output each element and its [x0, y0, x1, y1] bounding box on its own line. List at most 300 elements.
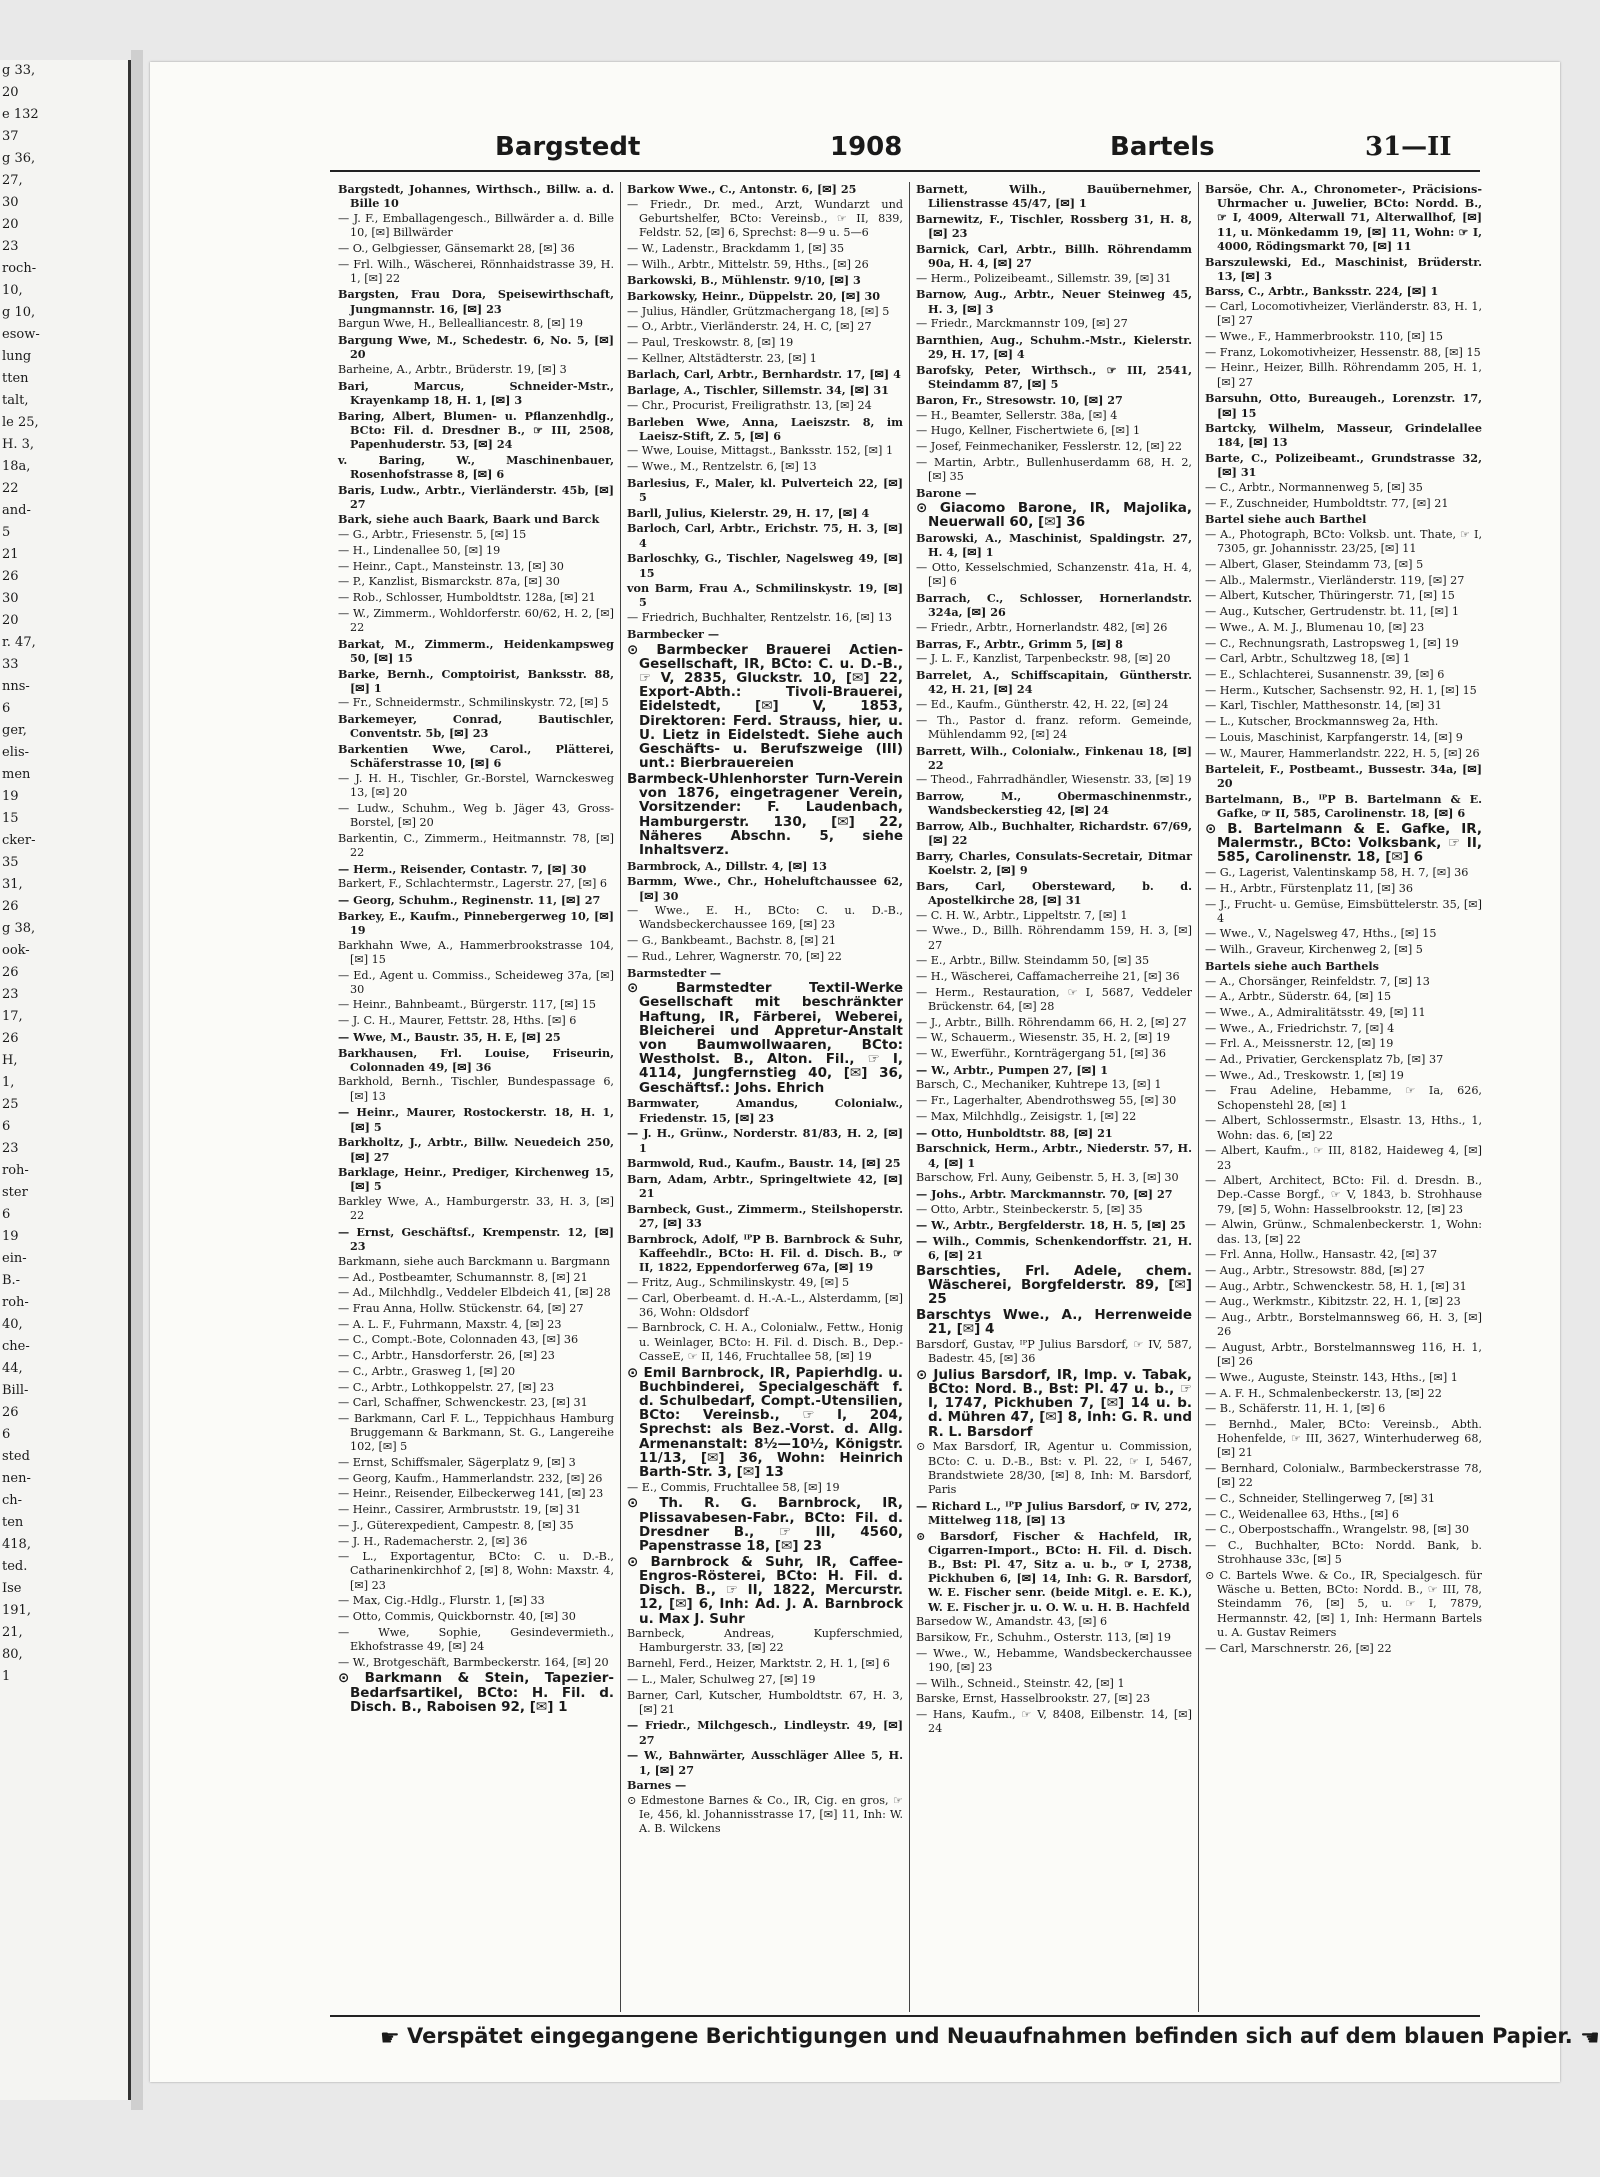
directory-entry: Barofsky, Peter, Wirthsch., ☞ III, 2541, Steindamm 87, [✉] 5: [916, 362, 1192, 392]
directory-entry: — Josef, Feinmechaniker, Fesslerstr. 12, [✉] 22: [916, 439, 1183, 453]
previous-page-fragment: H. 3,: [2, 437, 35, 452]
directory-entry: — Wwe, M., Baustr. 35, H. E, [✉] 25: [338, 1029, 561, 1044]
directory-entry: — W., Ladenstr., Brackdamm 1, [✉] 35: [627, 241, 845, 255]
directory-entry: — Karl, Tischler, Matthesonstr. 14, [✉] 31: [1205, 699, 1442, 713]
directory-entry: Barklage, Heinr., Prediger, Kirchenweg 15, [✉] 5: [338, 1165, 614, 1194]
directory-entry: — W., Schauerm., Wiesenstr. 35, H. 2, [✉] 19: [916, 1031, 1171, 1045]
directory-entry: — August, Arbtr., Borstelmannsweg 116, H. 1, [✉] 26: [1205, 1340, 1482, 1369]
header-year: 1908: [830, 132, 903, 162]
directory-entry: Barmstedter —: [627, 965, 722, 980]
directory-entry: — Wwe., Ad., Treskowstr. 1, [✉] 19: [1205, 1068, 1404, 1082]
directory-entry: Barrelet, A., Schiffscapitain, Güntherstr. 42, H. 21, [✉] 24: [916, 668, 1192, 697]
directory-entry: — Ed., Agent u. Commiss., Scheideweg 37a, [✉] 30: [338, 968, 614, 996]
directory-entry: Barmbecker —: [627, 626, 720, 641]
directory-entry: — Heinr., Heizer, Billh. Röhrendamm 205, H. 1, [✉] 27: [1205, 361, 1482, 389]
directory-entry: Barkhold, Bernh., Tischler, Bundespassage 6, [✉] 13: [338, 1075, 614, 1103]
directory-entry: — Aug., Werkmstr., Kibitzstr. 22, H. 1, [✉] 23: [1205, 1295, 1461, 1309]
directory-entry: — Aug., Arbtr., Stresowstr. 88d, [✉] 27: [1205, 1263, 1425, 1277]
directory-entry: — J. H. H., Tischler, Gr.-Borstel, Warnckesweg 13, [✉] 20: [338, 771, 614, 800]
directory-entry: ⊙ Max Barsdorf, IR, Agentur u. Commission, BCto: C. u. D.-B., Bst: v. Pl. 22, ☞ I, 5467, Brandstwiete 28/30, [✉] 8, Inh: M. Barsdorf, Paris: [916, 1440, 1192, 1496]
previous-page-fragment: 35: [2, 855, 19, 870]
directory-entry: Barnbrock, Adolf, ᴵᴾP B. Barnbrock & Suhr, Kaffeehdlr., BCto: H. Fil. d. Disch. B., ☞ II, 1822, Eppendorferweg 67a, [✉] 19: [627, 1231, 903, 1275]
directory-entry: ⊙ Giacomo Barone, IR, Majolika, Neuerwall 60, [✉] 36: [916, 500, 1192, 531]
directory-entry: Barry, Charles, Consulats-Secretair, Ditmar Koelstr. 2, [✉] 9: [916, 848, 1192, 878]
previous-page-fragment: 10,: [2, 283, 23, 298]
previous-page-fragment: 418,: [2, 1537, 31, 1552]
directory-entry: Barrow, Alb., Buchhalter, Richardstr. 67/69, [✉] 22: [916, 819, 1192, 848]
footer-note: [380, 2024, 1600, 2051]
column-2: [621, 182, 910, 2012]
directory-entry: — Carl, Oberbeamt. d. H.-A.-L., Alsterdamm, [✉] 36, Wohn: Oldsdorf: [627, 1291, 903, 1319]
previous-page-fragment: 44,: [2, 1361, 23, 1376]
previous-page-fragment: 19: [2, 1229, 19, 1244]
directory-entry: — Friedr., Dr. med., Arzt, Wundarzt und Geburtshelfer, BCto: Vereinsb., ☞ II, 839, Feldstr. 52, [✉] 6, Sprechst: 8—9 u. 5—6: [627, 197, 903, 240]
previous-page-fragment: ein-: [2, 1251, 27, 1266]
previous-page-fragment: 1,: [2, 1075, 15, 1090]
directory-entry: Barsikow, Fr., Schuhm., Osterstr. 113, [✉] 19: [916, 1631, 1172, 1644]
directory-entry: — Heinr., Maurer, Rostockerstr. 18, H. 1, [✉] 5: [338, 1105, 614, 1134]
directory-entry: — A., Chorsänger, Reinfeldstr. 7, [✉] 13: [1205, 974, 1430, 988]
directory-entry: Barkentin, C., Zimmerm., Heitmannstr. 78, [✉] 22: [338, 831, 614, 859]
header-last-name: Bartels: [1110, 132, 1215, 162]
previous-page-fragment: 23: [2, 239, 19, 254]
previous-page-fragment: 6: [2, 1119, 11, 1134]
directory-entry: — Heinr., Cassirer, Armbruststr. 19, [✉] 31: [338, 1503, 581, 1517]
directory-entry: Baris, Ludw., Arbtr., Vierländerstr. 45b, [✉] 27: [338, 482, 614, 511]
directory-entry: — O., Gelbgiesser, Gänsemarkt 28, [✉] 36: [338, 241, 575, 255]
directory-entry: Barnes —: [627, 1778, 687, 1793]
directory-entry: — C., Rechnungsrath, Lastropsweg 1, [✉] 19: [1205, 636, 1459, 650]
previous-page-fragment: 6: [2, 1427, 11, 1442]
previous-page-fragment: 25: [2, 1097, 19, 1112]
directory-entry: Barkert, F., Schlachtermstr., Lagerstr. 27, [✉] 6: [338, 877, 608, 891]
directory-entry: — Otto, Kesselschmied, Schanzenstr. 41a, H. 4, [✉] 6: [916, 561, 1192, 589]
directory-entry: — Fr., Lagerhalter, Abendrothsweg 55, [✉] 30: [916, 1094, 1177, 1108]
directory-entry: — Wilh., Commis, Schenkendorffstr. 21, H. 6, [✉] 21: [916, 1234, 1192, 1263]
previous-page-fragment: 26: [2, 965, 19, 980]
column-3: [910, 182, 1199, 2012]
directory-entry: — J., Frucht- u. Gemüse, Eimsbüttelerstr. 35, [✉] 4: [1205, 897, 1482, 925]
directory-entry: — Heinr., Bahnbeamt., Bürgerstr. 117, [✉] 15: [338, 998, 596, 1012]
directory-entry: — P., Kanzlist, Bismarckstr. 87a, [✉] 30: [338, 575, 560, 589]
previous-page-fragment: 26: [2, 569, 19, 584]
previous-page-fragment: 30: [2, 195, 19, 210]
previous-page-fragment: cker-: [2, 833, 36, 848]
directory-entry: — Wwe., W., Hebamme, Wandsbeckerchaussee 190, [✉] 23: [916, 1646, 1192, 1674]
directory-entry: Barsedow W., Amandstr. 43, [✉] 6: [916, 1615, 1108, 1629]
directory-entry: ⊙ Barmstedter Textil-Werke Gesellschaft mit beschränkter Haftung, IR, Färberei, Weberei, Bleicherei und Appretur-Anstalt von Baumwollwaaren, BCto: Westholst. B., Alton. Fil., ☞ I, 4114, Jungfernstieg 40, [✉] 36, Geschäftsf.: Johs. Ehrich: [627, 980, 903, 1096]
directory-entry: — Heinr., Capt., Mansteinstr. 13, [✉] 30: [338, 559, 564, 573]
previous-page-fragment: 27,: [2, 173, 23, 188]
directory-entry: Barras, F., Arbtr., Grimm 5, [✉] 8: [916, 636, 1123, 651]
previous-page-fragment: roch-: [2, 261, 37, 276]
directory-entry: Barner, Carl, Kutscher, Humboldtstr. 67, H. 3, [✉] 21: [627, 1688, 903, 1716]
previous-page-fragment: che-: [2, 1339, 30, 1354]
directory-entry: — Richard L., ᴵᴾP Julius Barsdorf, ☞ IV, 272, Mittelweg 118, [✉] 13: [916, 1498, 1192, 1527]
directory-entry: — Louis, Maschinist, Karpfangerstr. 14, [✉] 9: [1205, 730, 1463, 744]
previous-page-fragment: B.-: [2, 1273, 21, 1288]
pointing-hand-icon: ☛: [380, 2026, 400, 2051]
previous-page-fragment: elis-: [2, 745, 30, 760]
footer-rule: [330, 2015, 1480, 2017]
directory-entry: ⊙ Edmestone Barnes & Co., IR, Cig. en gros, ☞ Ie, 456, kl. Johannisstrasse 17, [✉] 11, Inh: W. A. B. Wilckens: [627, 1793, 903, 1836]
previous-page-fragment: 26: [2, 1405, 19, 1420]
header-first-name: Bargstedt: [495, 132, 641, 162]
book-gutter: [131, 50, 143, 2110]
directory-entry: — Rob., Schlosser, Humboldtstr. 128a, [✉] 21: [338, 590, 596, 604]
directory-entry: — Friedrich, Buchhalter, Rentzelstr. 16, [✉] 13: [627, 611, 892, 625]
directory-entry: — Wwe, Louise, Mittagst., Banksstr. 152, [✉] 1: [627, 444, 894, 458]
directory-entry: Barmwold, Rud., Kaufm., Baustr. 14, [✉] 25: [627, 1156, 901, 1171]
directory-entry: — Wwe., E. H., BCto: C. u. D.-B., Wandsbeckerchaussee 169, [✉] 23: [627, 904, 903, 932]
directory-entry: — Wwe., D., Billh. Röhrendamm 159, H. 3, [✉] 27: [916, 924, 1192, 952]
directory-entry: — Martin, Arbtr., Bullenhuserdamm 68, H. 2, [✉] 35: [916, 455, 1192, 483]
directory-entry: — A. F. H., Schmalenbeckerstr. 13, [✉] 22: [1205, 1386, 1442, 1400]
directory-entry: Barkowsky, Heinr., Düppelstr. 20, [✉] 30: [627, 288, 881, 303]
previous-page-fragment: 191,: [2, 1603, 31, 1618]
directory-entry: v. Baring, W., Maschinenbauer, Rosenhofstrasse 8, [✉] 6: [338, 452, 614, 481]
directory-entry: — Carl, Arbtr., Schultzweg 18, [✉] 1: [1205, 652, 1411, 666]
directory-entry: — C., Schneider, Stellingerweg 7, [✉] 31: [1205, 1491, 1436, 1505]
directory-entry: — W., Zimmerm., Wohldorferstr. 60/62, H. 2, [✉] 22: [338, 606, 614, 634]
previous-page-fragment: 5: [2, 525, 11, 540]
directory-entry: — Chr., Procurist, Freiligrathstr. 13, [✉] 24: [627, 398, 872, 412]
previous-page-fragment: 15: [2, 811, 19, 826]
directory-entry: ⊙ Barnbrock & Suhr, IR, Caffee-Engros-Rösterei, BCto: H. Fil. d. Disch. B., ☞ II, 1822, Mercurstr. 12, [✉] 6, Inh: Ad. J. A. Barnbrock u. Max J. Suhr: [627, 1553, 903, 1627]
directory-entry: Barmm, Wwe., Chr., Hoheluftchaussee 62, [✉] 30: [627, 874, 903, 903]
directory-entry: — Julius, Händler, Grützmachergang 18, [✉] 5: [627, 304, 890, 318]
previous-page-edge: [0, 60, 131, 2100]
directory-entry: — Otto, Arbtr., Steinbeckerstr. 5, [✉] 35: [916, 1202, 1143, 1216]
previous-page-fragment: 30: [2, 591, 19, 606]
directory-entry: — Ad., Privatier, Gerckensplatz 7b, [✉] 37: [1205, 1053, 1444, 1067]
page-number: 31—II: [1365, 132, 1452, 162]
directory-entry: — Barnbrock, C. H. A., Colonialw., Fettw., Honig u. Weinlager, BCto: H. Fil. d. Disch. B., Dep.-CasseE, ☞ II, 146, Fruchtallee 58, [✉] 19: [627, 1321, 903, 1363]
directory-entry: — H., Lindenallee 50, [✉] 19: [338, 543, 501, 557]
directory-entry: Barske, Ernst, Hasselbrookstr. 27, [✉] 23: [916, 1692, 1151, 1706]
directory-entry: ⊙ Julius Barsdorf, IR, Imp. v. Tabak, BCto: Nord. B., Bst: Pl. 47 u. b., ☞ I, 1747, Pickhuben 7, [✉] 14 u. b. d. Mühren 47, [✉] 8, Inh: G. R. und R. L. Barsdorf: [916, 1366, 1192, 1440]
directory-entry: — E., Arbtr., Billw. Steindamm 50, [✉] 35: [916, 954, 1150, 968]
directory-entry: — Wwe., F., Hammerbrookstr. 110, [✉] 15: [1205, 330, 1443, 344]
directory-entry: Barnick, Carl, Arbtr., Billh. Röhrendamm 90a, H. 4, [✉] 27: [916, 241, 1192, 271]
directory-entry: — Herm., Kutscher, Sachsenstr. 92, H. 1, [✉] 15: [1205, 683, 1477, 697]
directory-entry: Bargung Wwe, M., Schedestr. 6, No. 5, [✉] 20: [338, 333, 614, 362]
previous-page-fragment: ook-: [2, 943, 30, 958]
directory-entry: — W., Maurer, Hammerlandstr. 222, H. 5, [✉] 26: [1205, 746, 1480, 760]
directory-entry: — E., Commis, Fruchtallee 58, [✉] 19: [627, 1480, 840, 1494]
directory-entry: — Friedr., Arbtr., Hornerlandstr. 482, [✉] 26: [916, 620, 1168, 634]
directory-entry: Barowski, A., Maschinist, Spaldingstr. 27, H. 4, [✉] 1: [916, 531, 1192, 560]
directory-entry: — H., Wäscherei, Caffamacherreihe 21, [✉] 36: [916, 970, 1180, 984]
directory-entry: — Alwin, Grünw., Schmalenbeckerstr. 1, Wohn: das. 13, [✉] 22: [1205, 1218, 1482, 1246]
directory-entry: Barsuhn, Otto, Bureaugeh., Lorenzstr. 17, [✉] 15: [1205, 391, 1482, 420]
header-rule: [330, 170, 1480, 172]
previous-page-fragment: men: [2, 767, 31, 782]
directory-entry: — O., Arbtr., Vierländerstr. 24, H. C, [✉] 27: [627, 320, 872, 334]
directory-entry: Barschnick, Herm., Arbtr., Niederstr. 57, H. 4, [✉] 1: [916, 1141, 1192, 1170]
directory-entry: — Ludw., Schuhm., Weg b. Jäger 43, Gross-Borstel, [✉] 20: [338, 801, 614, 830]
directory-entry: Bargun Wwe, H., Bellealliancestr. 8, [✉] 19: [338, 317, 583, 331]
directory-entry: Barnett, Wilh., Bauübernehmer, Lilienstrasse 45/47, [✉] 1: [916, 182, 1192, 211]
previous-page-fragment: 17,: [2, 1009, 23, 1024]
directory-entry: — Friedr., Marckmannstr 109, [✉] 27: [916, 317, 1128, 331]
directory-entry: Barkemeyer, Conrad, Bautischler, Conventstr. 5b, [✉] 23: [338, 712, 614, 741]
directory-entry: — Aug., Arbtr., Schwenckestr. 58, H. 1, [✉] 31: [1205, 1279, 1467, 1293]
previous-page-fragment: 19: [2, 789, 19, 804]
directory-entry: — Wilh., Schneid., Steinstr. 42, [✉] 1: [916, 1676, 1125, 1690]
directory-entry: Barschties, Frl. Adele, chem. Wäscherei, Borgfelderstr. 89, [✉] 25: [916, 1262, 1192, 1308]
directory-entry: Baring, Albert, Blumen- u. Pflanzenhdlg., BCto: Fil. d. Dresdner B., ☞ III, 2508, Papenhuderstr. 53, [✉] 24: [338, 408, 614, 451]
directory-entry: Barheine, A., Arbtr., Brüderstr. 19, [✉] 3: [338, 362, 567, 376]
directory-entry: Barll, Julius, Kielerstr. 29, H. 17, [✉] 4: [627, 505, 870, 520]
directory-entry: — W., Bahnwärter, Ausschläger Allee 5, H. 1, [✉] 27: [627, 1748, 903, 1777]
directory-entry: Bartels siehe auch Barthels: [1205, 958, 1379, 973]
previous-page-fragment: 23: [2, 1141, 19, 1156]
directory-entry: — Max, Milchhdlg., Zeisigstr. 1, [✉] 22: [916, 1109, 1137, 1123]
directory-entry: — Friedr., Milchgesch., Lindleystr. 49, [✉] 27: [627, 1718, 903, 1747]
directory-entry: Barschow, Frl. Auny, Geibenstr. 5, H. 3, [✉] 30: [916, 1171, 1179, 1185]
directory-entry: — Alb., Malermstr., Vierländerstr. 119, [✉] 27: [1205, 573, 1465, 587]
directory-entry: Barnewitz, F., Tischler, Rossberg 31, H. 8, [✉] 23: [916, 211, 1192, 241]
directory-entry: — A., Photograph, BCto: Volksb. unt. Thate, ☞ I, 7305, gr. Johannisstr. 23/25, [✉] 11: [1205, 528, 1482, 556]
previous-page-fragment: ger,: [2, 723, 27, 738]
directory-entry: ⊙ Barmbecker Brauerei Actien-Gesellschaft, IR, BCto: C. u. D.-B., ☞ V, 2835, Gluckstr. 10, [✉] 22, Export-Abth.: Tivoli-Brauerei, Eidelstedt, [✉] V, 1853, Direktoren: Ferd. Strauss, hier, u. U. Lietz in Eidelstedt. Siehe auch Geschäfts- u. Berufszweige (III) unt.: Bierbrauereien: [627, 641, 903, 772]
directory-entry: — Albert, Schlossermstr., Elsastr. 13, Hths., 1, Wohn: das. 6, [✉] 22: [1205, 1114, 1482, 1142]
directory-entry: Barmbeck-Uhlenhorster Turn-Verein von 1876, eingetragener Verein, Vorsitzender: F. Laudenbach, Hamburgerstr. 130, [✉] 22, Näheres Abschn. 5, siehe Inhaltsverz.: [627, 770, 903, 858]
directory-entry: — J. C. H., Maurer, Fettstr. 28, Hths. [✉] 6: [338, 1014, 577, 1028]
directory-entry: — Th., Pastor d. franz. reform. Gemeinde, Mühlendamm 92, [✉] 24: [916, 713, 1192, 741]
directory-entry: Barkhausen, Frl. Louise, Friseurin, Colonnaden 49, [✉] 36: [338, 1045, 614, 1074]
directory-entry: Barsch, C., Mechaniker, Kuhtrepe 13, [✉] 1: [916, 1078, 1162, 1092]
previous-page-fragment: 20: [2, 217, 19, 232]
directory-entry: — J. H., Rademacherstr. 2, [✉] 36: [338, 1534, 528, 1548]
directory-entry: — Georg, Schuhm., Reginenstr. 11, [✉] 27: [338, 893, 601, 908]
directory-entry: Bark, siehe auch Baark, Baark und Barck: [338, 512, 600, 527]
directory-entry: Bartel siehe auch Barthel: [1205, 512, 1367, 527]
directory-entry: — Fr., Schneidermstr., Schmilinskystr. 72, [✉] 5: [338, 696, 609, 710]
directory-page: [150, 62, 1600, 2082]
directory-entry: — Carl, Marschnerstr. 26, [✉] 22: [1205, 1641, 1392, 1655]
previous-page-fragment: 20: [2, 613, 19, 628]
directory-entry: — Heinr., Reisender, Eilbeckerweg 141, [✉] 23: [338, 1487, 604, 1501]
previous-page-fragment: 1: [2, 1669, 11, 1684]
previous-page-fragment: esow-: [2, 327, 40, 342]
directory-entry: Barn, Adam, Arbtr., Springeltwiete 42, [✉] 21: [627, 1171, 903, 1201]
previous-page-fragment: 22: [2, 481, 19, 496]
directory-entry: — Wwe., Auguste, Steinstr. 143, Hths., [✉] 1: [1205, 1370, 1458, 1384]
previous-page-fragment: 26: [2, 899, 19, 914]
directory-entry: Barnehl, Ferd., Heizer, Marktstr. 2, H. 1, [✉] 6: [627, 1657, 890, 1671]
directory-entry: — C., Compt.-Bote, Colonnaden 43, [✉] 36: [338, 1333, 579, 1347]
directory-entry: — Bernhd., Maler, BCto: Vereinsb., Abth. Hohenfelde, ☞ III, 3627, Winterhuderweg 68, [✉] 21: [1205, 1417, 1482, 1460]
directory-entry: — L., Kutscher, Brockmannsweg 2a, Hth.: [1205, 715, 1439, 729]
directory-entry: Barke, Bernh., Comptoirist, Banksstr. 88, [✉] 1: [338, 666, 614, 695]
directory-entry: — Herm., Polizeibeamt., Sillemstr. 39, [✉] 31: [916, 271, 1172, 285]
directory-entry: — Albert, Architect, BCto: Fil. d. Dresdn. B., Dep.-Casse Borgf., ☞ V, 1843, b. Strohhause 79, [✉] 5, Wohn: Hasselbrookstr. 12, [✉] 23: [1205, 1174, 1482, 1216]
previous-page-fragment: ch-: [2, 1493, 23, 1508]
directory-entry: — Kellner, Altstädterstr. 23, [✉] 1: [627, 351, 817, 365]
previous-page-fragment: and-: [2, 503, 31, 518]
previous-page-fragment: ster: [2, 1185, 28, 1200]
previous-page-fragment: H,: [2, 1053, 18, 1068]
directory-entry: — B., Schäferstr. 11, H. 1, [✉] 6: [1205, 1402, 1386, 1416]
pointing-hand-icon: ☚: [1580, 2026, 1600, 2051]
directory-entry: ⊙ Th. R. G. Barnbrock, IR, Plissavabesen-Fabr., BCto: Fil. d. Dresdner B., ☞ III, 4560, Papenstrasse 18, [✉] 23: [627, 1495, 903, 1554]
directory-entry: Bari, Marcus, Schneider-Mstr., Krayenkamp 18, H. 1, [✉] 3: [338, 378, 614, 407]
directory-entry: — C. H. W., Arbtr., Lippeltstr. 7, [✉] 1: [916, 908, 1128, 922]
directory-entry: — C., Buchhalter, BCto: Nordd. Bank, b. Strohhause 33c, [✉] 5: [1205, 1539, 1482, 1567]
directory-entry: Barlage, A., Tischler, Sillemstr. 34, [✉] 31: [627, 383, 889, 398]
directory-entry: Barrett, Wilh., Colonialw., Finkenau 18, [✉] 22: [916, 743, 1192, 772]
directory-entry: Barschtys Wwe., A., Herrenweide 21, [✉] 4: [916, 1307, 1192, 1338]
directory-entry: ⊙ C. Bartels Wwe. & Co., IR, Specialgesch. für Wäsche u. Betten, BCto: Nordd. B., ☞ III, 78, Steindamm 76, [✉] 5, u. ☞ I, 7879, Hermannstr. 42, [✉] 1, Inh: Hermann Bartels u. A. Gustav Reimers: [1205, 1568, 1482, 1639]
directory-entry: — Johs., Arbtr. Marckmannstr. 70, [✉] 27: [916, 1186, 1173, 1201]
directory-entry: — Ad., Milchhdlg., Veddeler Elbdeich 41, [✉] 28: [338, 1286, 611, 1300]
directory-entry: ⊙ Emil Barnbrock, IR, Papierhdlg. u. Buchbinderei, Specialgeschäft f. d. Schulbedarf, Compt.-Utensilien, BCto: Vereinsb., ☞ I, 204, Sprechst: als Bez.-Vorst. d. Allg. Armenanstalt: 8½—10½, Königstr. 11/13, [✉] 36, Wohn: Heinrich Barth-Str. 3, [✉] 13: [627, 1364, 903, 1480]
directory-entry: Barkley Wwe, A., Hamburgerstr. 33, H. 3, [✉] 22: [338, 1195, 614, 1223]
directory-entry: — A. L. F., Fuhrmann, Maxstr. 4, [✉] 23: [338, 1317, 562, 1331]
directory-entry: Barmwater, Amandus, Colonialw., Friedenstr. 15, [✉] 23: [627, 1096, 903, 1125]
directory-entry: Bartelmann, B., ᴵᴾP B. Bartelmann & E. Gafke, ☞ II, 585, Carolinenstr. 18, [✉] 6: [1205, 792, 1482, 821]
previous-page-fragment: nen-: [2, 1471, 31, 1486]
previous-page-fragment: Ise: [2, 1581, 22, 1596]
directory-entry: — L., Maler, Schulweg 27, [✉] 19: [627, 1672, 816, 1686]
directory-entry: von Barm, Frau A., Schmilinskystr. 19, [✉] 5: [627, 581, 903, 610]
directory-entry: — A., Arbtr., Süderstr. 64, [✉] 15: [1205, 990, 1392, 1004]
directory-entry: — Carl, Schaffner, Schwenckestr. 23, [✉] 31: [338, 1396, 588, 1410]
directory-entry: — Wwe., M., Rentzelstr. 6, [✉] 13: [627, 460, 817, 474]
previous-page-fragment: r. 47,: [2, 635, 36, 650]
directory-entry: — C., Oberpostschaffn., Wrangelstr. 98, [✉] 30: [1205, 1523, 1470, 1537]
directory-entry: — Fritz, Aug., Schmilinskystr. 49, [✉] 5: [627, 1275, 850, 1289]
directory-entry: — H., Arbtr., Fürstenplatz 11, [✉] 36: [1205, 881, 1414, 895]
directory-entry: — J. F., Emballagengesch., Billwärder a. d. Bille 10, [✉] Billwärder: [338, 211, 614, 240]
directory-entry: — Otto, Commis, Quickbornstr. 40, [✉] 30: [338, 1610, 576, 1624]
previous-page-fragment: le 25,: [2, 415, 39, 430]
previous-page-fragment: 33: [2, 657, 19, 672]
directory-entry: — J. L. F., Kanzlist, Tarpenbeckstr. 98, [✉] 20: [916, 652, 1171, 666]
directory-entry: Barnthien, Aug., Schuhm.-Mstr., Kielerstr. 29, H. 17, [✉] 4: [916, 333, 1192, 362]
directory-entry: — Frau Adeline, Hebamme, ☞ Ia, 626, Schopenstehl 28, [✉] 1: [1205, 1084, 1482, 1112]
directory-entry: Barszulewski, Ed., Maschinist, Brüderstr. 13, [✉] 3: [1205, 254, 1482, 283]
previous-page-fragment: sted: [2, 1449, 30, 1464]
directory-entry: — Ernst, Geschäftsf., Krempenstr. 12, [✉] 23: [338, 1225, 614, 1254]
directory-entry: Barkat, M., Zimmerm., Heidenkampsweg 50, [✉] 15: [338, 636, 614, 665]
directory-entry: — G., Arbtr., Friesenstr. 5, [✉] 15: [338, 528, 527, 542]
directory-entry: Barlach, Carl, Arbtr., Bernhardstr. 17, [✉] 4: [627, 367, 901, 382]
directory-entry: — Wilh., Graveur, Kirchenweg 2, [✉] 5: [1205, 943, 1423, 957]
directory-entry: — Theod., Fahrradhändler, Wiesenstr. 33, [✉] 19: [916, 773, 1192, 787]
directory-entry: — C., Weidenallee 63, Hths., [✉] 6: [1205, 1507, 1399, 1521]
directory-entry: Barnbeck, Andreas, Kupferschmied, Hamburgerstr. 33, [✉] 22: [627, 1627, 903, 1655]
directory-entry: — J., Güterexpedient, Campestr. 8, [✉] 35: [338, 1518, 574, 1532]
directory-entry: Barkey, E., Kaufm., Pinnebergerweg 10, [✉] 19: [338, 908, 614, 937]
directory-entry: — W., Arbtr., Bergfelderstr. 18, H. 5, [✉] 25: [916, 1218, 1186, 1233]
directory-entry: ⊙ Barkmann & Stein, Tapezier-Bedarfsartikel, BCto: H. Fil. d. Disch. B., Raboisen 92, [✉] 1: [338, 1670, 614, 1715]
directory-entry: ⊙ B. Bartelmann & E. Gafke, IR, Malermstr., BCto: Volksbank, ☞ II, 585, Carolinenstr. 18, [✉] 6: [1205, 821, 1482, 866]
directory-entry: — C., Arbtr., Hansdorferstr. 26, [✉] 23: [338, 1349, 555, 1363]
directory-entry: — Hans, Kaufm., ☞ V, 8408, Eilbenstr. 14, [✉] 24: [916, 1708, 1192, 1736]
directory-entry: — W., Ewerführ., Kornträgergang 51, [✉] 36: [916, 1047, 1166, 1061]
directory-entry: Barkow Wwe., C., Antonstr. 6, [✉] 25: [627, 182, 857, 196]
directory-entry: — Wwe., A., Friedrichstr. 7, [✉] 4: [1205, 1021, 1395, 1035]
directory-entry: Barone —: [916, 485, 977, 500]
directory-entry: Barteleit, F., Postbeamt., Bussestr. 34a, [✉] 20: [1205, 762, 1482, 791]
previous-page-fragment: ten: [2, 1515, 24, 1530]
previous-page-fragment: g 33,: [2, 63, 36, 78]
directory-entry: — Ed., Kaufm., Güntherstr. 42, H. 22, [✉] 24: [916, 697, 1169, 711]
directory-entry: — Herm., Restauration, ☞ I, 5687, Veddeler Brückenstr. 64, [✉] 28: [916, 985, 1192, 1013]
previous-page-fragment: nns-: [2, 679, 30, 694]
directory-entry: — W., Brotgeschäft, Barmbeckerstr. 164, [✉] 20: [338, 1655, 609, 1669]
directory-entry: — Rud., Lehrer, Wagnerstr. 70, [✉] 22: [627, 949, 842, 963]
directory-entry: — Bernhard, Colonialw., Barmbeckerstrasse 78, [✉] 22: [1205, 1462, 1482, 1490]
directory-entry: — C., Arbtr., Lothkoppelstr. 27, [✉] 23: [338, 1380, 555, 1394]
previous-page-fragment: 20: [2, 85, 19, 100]
previous-page-fragment: 21,: [2, 1625, 23, 1640]
directory-entry: Barloschky, G., Tischler, Nagelsweg 49, [✉] 15: [627, 551, 903, 580]
previous-page-fragment: e 132: [2, 107, 39, 122]
directory-entry: — C., Arbtr., Normannenweg 5, [✉] 35: [1205, 481, 1423, 495]
directory-entry: — Wwe., A. M. J., Blumenau 10, [✉] 23: [1205, 620, 1425, 634]
previous-page-fragment: 18a,: [2, 459, 31, 474]
directory-entry: Barrow, M., Obermaschinenmstr., Wandsbeckerstieg 42, [✉] 24: [916, 789, 1192, 818]
directory-entry: — Frau Anna, Hollw. Stückenstr. 64, [✉] 27: [338, 1302, 584, 1316]
directory-entry: Bartcky, Wilhelm, Masseur, Grindelallee 184, [✉] 13: [1205, 421, 1482, 450]
directory-entry: Bars, Carl, Obersteward, b. d. Apostelkirche 28, [✉] 31: [916, 878, 1192, 908]
directory-entry: — Barkmann, Carl F. L., Teppichhaus Hamburg Bruggemann & Barkmann, St. G., Langereihe 102, [✉] 5: [338, 1411, 614, 1454]
directory-entry: Barkowski, B., Mühlenstr. 9/10, [✉] 3: [627, 273, 861, 288]
column-4: [1199, 182, 1488, 2012]
directory-entry: — Hugo, Kellner, Fischertwiete 6, [✉] 1: [916, 424, 1141, 438]
directory-entry: — Ernst, Schiffsmaler, Sägerplatz 9, [✉] 3: [338, 1456, 576, 1470]
previous-page-fragment: g 10,: [2, 305, 36, 320]
previous-page-fragment: talt,: [2, 393, 29, 408]
directory-entry: — Aug., Arbtr., Borstelmannsweg 66, H. 3, [✉] 26: [1205, 1311, 1482, 1339]
directory-entry: Barmbrock, A., Dillstr. 4, [✉] 13: [627, 858, 827, 873]
directory-entry: Barkmann, siehe auch Barckmann u. Bargmann: [338, 1254, 610, 1268]
directory-entry: Barte, C., Polizeibeamt., Grundstrasse 32, [✉] 31: [1205, 451, 1482, 480]
previous-page-fragment: 6: [2, 701, 11, 716]
previous-page-fragment: roh-: [2, 1163, 29, 1178]
previous-page-fragment: 6: [2, 1207, 11, 1222]
directory-entry: — H., Beamter, Sellerstr. 38a, [✉] 4: [916, 408, 1118, 422]
directory-entry: Barsdorf, Gustav, ᴵᴾP Julius Barsdorf, ☞ IV, 587, Badestr. 45, [✉] 36: [916, 1337, 1192, 1366]
directory-entry: — Max, Cig.-Hdlg., Flurstr. 1, [✉] 33: [338, 1594, 545, 1608]
directory-entry: — Aug., Kutscher, Gertrudenstr. bt. 11, [✉] 1: [1205, 605, 1460, 619]
previous-page-fragment: Bill-: [2, 1383, 29, 1398]
directory-entry: — G., Lagerist, Valentinskamp 58, H. 7, [✉] 36: [1205, 866, 1469, 880]
directory-entry: — Georg, Kaufm., Hammerlandstr. 232, [✉] 26: [338, 1471, 603, 1485]
directory-entry: — Frl. A., Meissnerstr. 12, [✉] 19: [1205, 1037, 1394, 1051]
previous-page-fragment: 40,: [2, 1317, 23, 1332]
directory-entry: — Wwe, Sophie, Gesindevermieth., Ekhofstrasse 49, [✉] 24: [338, 1625, 614, 1653]
directory-entry: Barkholtz, J., Arbtr., Billw. Neuedeich 250, [✉] 27: [338, 1135, 614, 1164]
previous-page-fragment: ted.: [2, 1559, 28, 1574]
directory-entry: Baron, Fr., Stresowstr. 10, [✉] 27: [916, 392, 1123, 407]
previous-page-fragment: 21: [2, 547, 19, 562]
footer-text: Verspätet eingegangene Berichtigungen und Neuaufnahmen befinden sich auf dem blauen Papier.: [407, 2024, 1573, 2048]
directory-entry: Barss, C., Arbtr., Banksstr. 224, [✉] 1: [1205, 284, 1439, 299]
directory-entry: Barloch, Carl, Arbtr., Erichstr. 75, H. 3, [✉] 4: [627, 521, 903, 550]
directory-entry: — Otto, Hunboldtstr. 88, [✉] 21: [916, 1125, 1113, 1140]
previous-page-fragment: g 38,: [2, 921, 36, 936]
directory-entry: — J. H., Grünw., Norderstr. 81/83, H. 2, [✉] 1: [627, 1126, 903, 1155]
directory-entry: — Carl, Locomotivheizer, Vierländerstr. 83, H. 1, [✉] 27: [1205, 300, 1482, 328]
directory-entry: — Paul, Treskowstr. 8, [✉] 19: [627, 336, 794, 350]
column-1: [332, 182, 621, 2012]
directory-entry: — Herm., Reisender, Contastr. 7, [✉] 30: [338, 861, 587, 876]
